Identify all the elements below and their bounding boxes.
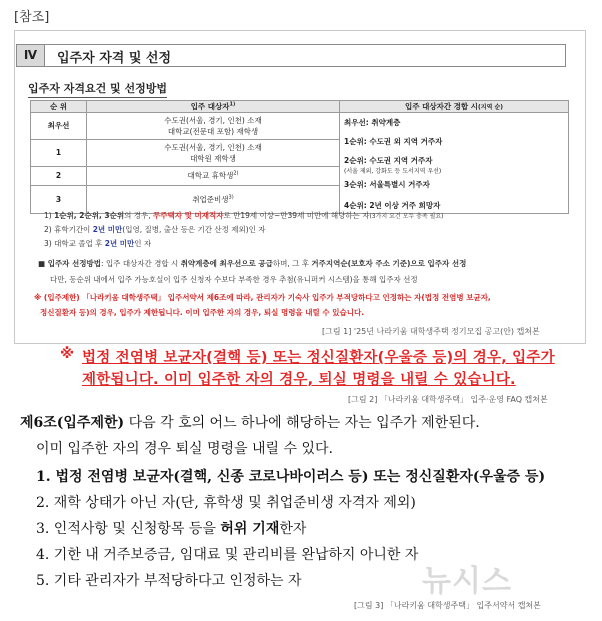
article-item-3: 3. 인적사항 및 신청항목 등을 허위 기재한자 xyxy=(36,521,307,537)
competition-cell: 최우선: 취약계층 1순위: 수도권 외 지역 거주자 2순위: 수도권 지역 거주자 (서울 제외, 강화도 등 도서지역 우선) 3순위: 서울특별시 거주자 4순위: 2년 이상 거주 희망자 xyxy=(340,113,569,214)
article-line-2: 이미 입주한 자의 경우 퇴실 명령을 내릴 수 있다. xyxy=(36,441,334,457)
watermark-logo: 뉴시스 xyxy=(422,564,512,599)
article-item-2: 2. 재학 상태가 아닌 자(단, 휴학생 및 취업준비생 자격자 제외) xyxy=(36,495,416,511)
target-cell: 수도권(서울, 경기, 인천) 소재 대학원 재학생 xyxy=(87,139,340,166)
header-rank: 순 위 xyxy=(31,101,87,113)
footnote-2: 2) 휴학기간이 2년 미만(입영, 질병, 출산 등은 기간 산정 제외)인 자 xyxy=(44,225,266,234)
faq-restriction-line-2: 제한됩니다. 이미 입주한 자의 경우, 퇴실 명령을 내릴 수 있습니다. xyxy=(82,372,516,388)
reference-label: [참조] xyxy=(14,10,50,25)
target-cell: 취업준비생$^{3)}$ xyxy=(87,185,340,213)
restriction-warning-line-2: 정신질환자 등)의 경우, 입주가 제한됩니다. 이미 입주한 자의 경우, 퇴실 명령을 내릴 수 있습니다. xyxy=(40,308,365,317)
subsection-title: 입주자 자격요건 및 선정방법 xyxy=(28,80,167,98)
section-number: Ⅳ xyxy=(17,45,45,66)
article-item-4: 4. 기한 내 거주보증금, 임대료 및 관리비를 완납하지 아니한 자 xyxy=(36,547,419,563)
rank-cell: 3 xyxy=(31,185,87,213)
header-competition: 입주 대상자간 경합 시(지역 순) xyxy=(340,101,569,113)
figure-3-caption: [그림 3] 「나라키움 대학생주택」 입주서약서 캡쳐본 xyxy=(354,601,541,610)
restriction-warning-line-1: ※ (입주제한) 「나라키움 대학생주택」 입주서약서 제6조에 따라, 관리자가 기숙사 입주가 부적당하다고 인정하는 자(법정 전염병 보균자, xyxy=(34,293,491,302)
target-cell: 수도권(서울, 경기, 인천) 소재 대학교(전문대 포함) 재학생 xyxy=(87,113,340,140)
faq-restriction-line-1: 법정 전염병 보균자(결핵 등) 또는 정신질환자(우울증 등)의 경우, 입주가 xyxy=(82,350,555,366)
figure-2-caption: [그림 2] 「나라키움 대학생주택」 입주·운영 FAQ 캡쳐본 xyxy=(348,395,548,404)
reference-mark: ※ xyxy=(60,346,75,362)
rank-cell: 최우선 xyxy=(31,113,87,140)
section-header xyxy=(16,44,566,67)
article-item-5: 5. 기타 관리자가 부적당하다고 인정하는 자 xyxy=(36,573,302,589)
article-item-1: 1. 법정 전염병 보균자(결핵, 신종 코로나바이러스 등) 또는 정신질환자(우울증 등) xyxy=(36,469,546,485)
table-header-row xyxy=(31,101,569,113)
rank-cell: 2 xyxy=(31,166,87,185)
header-target: 입주 대상자$^{1)}$ xyxy=(87,101,340,113)
figure-1-caption: [그림 1] '25년 나라키움 대학생주택 정기모집 공고(안) 캡쳐본 xyxy=(322,327,540,336)
rank-cell: 1 xyxy=(31,139,87,166)
selection-method-line: ■ 입주자 선정방법: 입주 대상자간 경합 시 취약계층에 최우선으로 공급하며, 그 후 거주지역순(보호자 주소 기준)으로 입주자 선정 xyxy=(38,259,467,268)
footnote-3: 3) 대학교 졸업 후 2년 미만인 자 xyxy=(44,239,152,248)
section-title: 입주자 자격 및 선정 xyxy=(57,51,172,66)
table-row xyxy=(31,113,569,140)
article-heading-line: 제6조(입주제한) 다음 각 호의 어느 하나에 해당하는 자는 입주가 제한된다. xyxy=(20,415,480,431)
selection-method-note: 다만, 동순위 내에서 입주 가능호실이 입주 신청자 수보다 부족한 경우 추첨(유니퍼커 시스템)을 통해 입주자 선정 xyxy=(50,275,418,284)
eligibility-table xyxy=(30,100,569,214)
target-cell: 대학교 휴학생$^{2)}$ xyxy=(87,166,340,185)
footnote-1: 1) 1순위, 2순위, 3순위의 경우, 무주택자 및 미재직자로 만19세 이상~만39세 미만에 해당하는 자(3가지 요건 모두 충족 필요) xyxy=(44,211,444,220)
